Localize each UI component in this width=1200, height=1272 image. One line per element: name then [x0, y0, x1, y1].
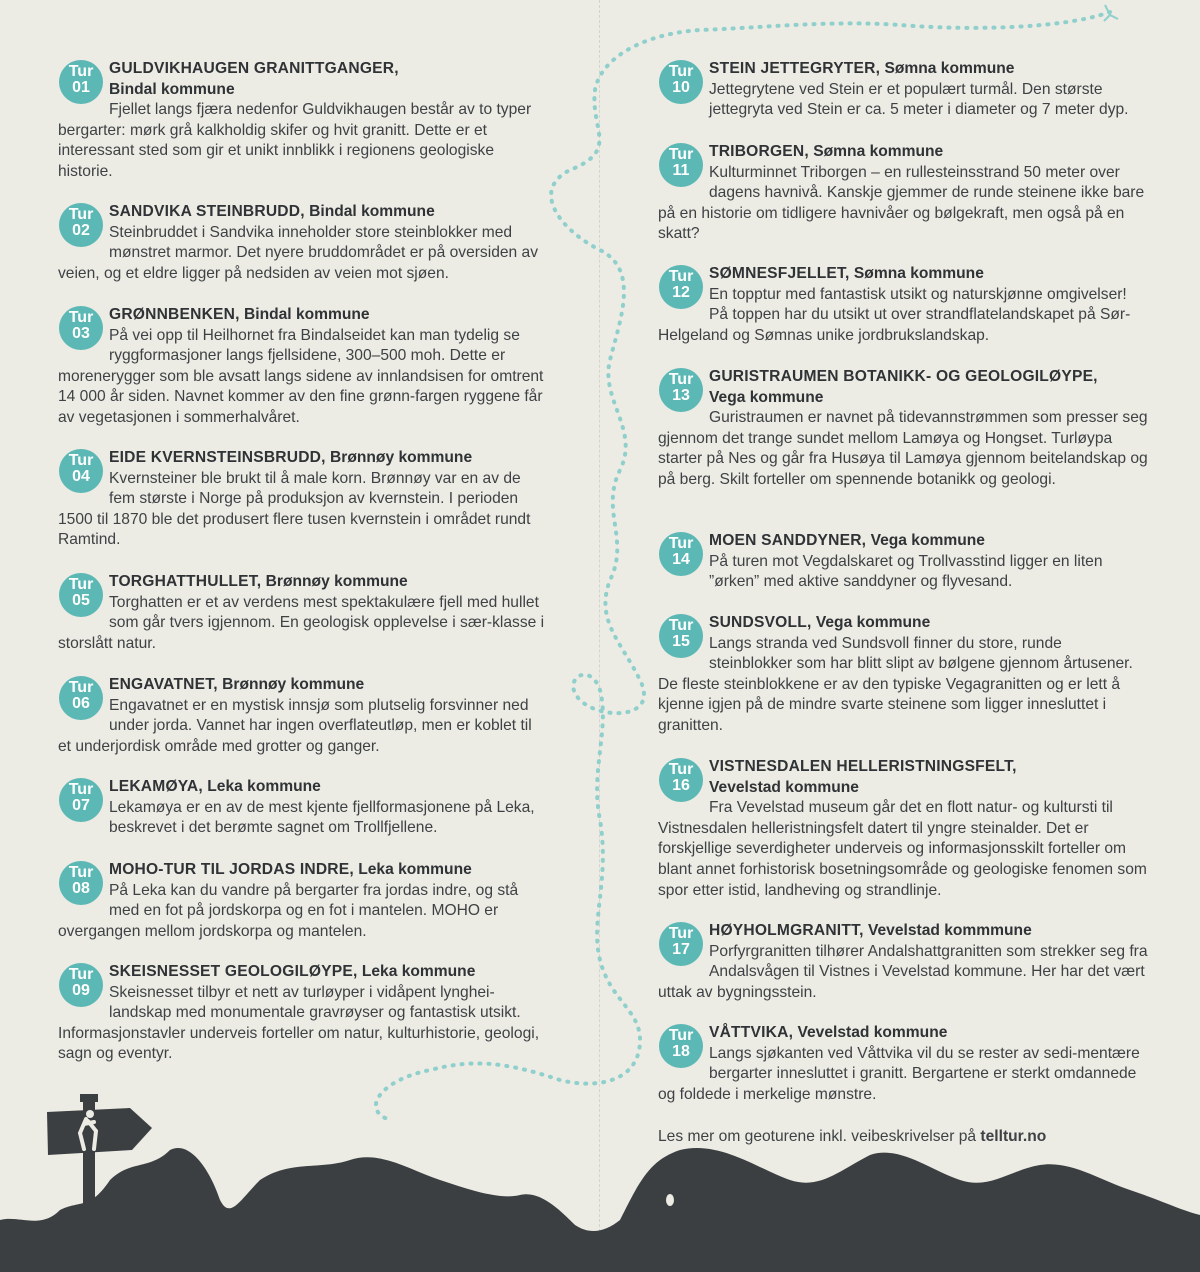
- tour-name: MOEN SANDDYNER,: [709, 532, 867, 549]
- tour-badge-number: 03: [72, 325, 90, 342]
- tour-name: EIDE KVERNSTEINSBRUDD,: [109, 449, 326, 466]
- tour-badge-prefix: Tur: [668, 535, 694, 552]
- tour-municipality: Bindal kommune: [309, 203, 435, 220]
- tour-badge-prefix: Tur: [68, 966, 94, 983]
- tour-title: [709, 143, 943, 160]
- tour-badge-number: 18: [672, 1043, 690, 1060]
- tour-badge: [659, 922, 703, 966]
- tour-badge-number: 08: [72, 880, 90, 897]
- tour-entry: [658, 264, 1148, 346]
- tour-name: MOHO-TUR TIL JORDAS INDRE,: [109, 861, 354, 878]
- tour-municipality: Vega kommune: [815, 614, 931, 631]
- tour-name: GURISTRAUMEN BOTANIKK- OG GEOLOGILØYPE,: [709, 368, 1098, 385]
- tour-description: Langs sjøkanten ved Våttvika vil du se rester av sedi-mentære bergarter innesluttet i granitt. Bergartene er sterkt omdannede og foldede i merkelige mønstre.: [658, 1044, 1140, 1103]
- tour-entry: [658, 59, 1148, 121]
- tour-badge-prefix: Tur: [68, 679, 94, 696]
- footer-text: Les mer om geoturene inkl. veibeskrivelser på: [658, 1128, 981, 1145]
- tour-title: [709, 532, 985, 549]
- tour-badge-prefix: Tur: [668, 63, 694, 80]
- tour-municipality: Vega kommune: [870, 532, 985, 549]
- tour-badge-number: 17: [672, 941, 690, 958]
- tour-title: [709, 758, 1017, 796]
- tour-description: Guristraumen er navnet på tidevannstrømmen som presser seg gjennom det trange sundet mellom Lamøya og Hongset. Turløypa starter på Nes og går fra Husøya til Lamøya gjennom beitelandskap og på berg. Skilt forteller om spennende botanikk og geologi.: [658, 409, 1148, 488]
- tour-badge-number: 02: [72, 222, 90, 239]
- tour-description: Kvernsteiner ble brukt til å male korn. Brønnøy var en av de fem største i Norge på produksjon av kvernstein. I perioden 1500 til 1870 ble det produsert flere tusen kvernstein i området rundt Ramtind.: [58, 469, 531, 549]
- tour-name: SKEISNESSET GEOLOGILØYPE,: [109, 963, 358, 980]
- tour-badge: [659, 368, 703, 412]
- tour-municipality: Vevelstad kommune: [709, 778, 859, 796]
- tour-badge-prefix: Tur: [68, 63, 94, 80]
- tour-entry: [658, 531, 1148, 593]
- tour-title: [709, 922, 1032, 939]
- tour-badge-number: 16: [672, 777, 690, 794]
- tour-municipality: Sømna kommune: [813, 143, 944, 160]
- tour-badge-number: 06: [72, 695, 90, 712]
- tour-description: På Leka kan du vandre på bergarter fra jordas indre, og stå med en fot på jordskorpa og en fot i mantelen. MOHO er overgangen mellom jordskorpa og mantelen.: [58, 881, 519, 940]
- tour-badge-prefix: Tur: [68, 781, 94, 798]
- tour-description: En topptur med fantastisk utsikt og naturskjønne omgivelser! På toppen har du utsikt ut over strandflatelandskapet på Sør-Helgeland og Sømnas unike jordbrukslandskap.: [658, 285, 1131, 344]
- tour-description: Fjellet langs fjæra nedenfor Guldvikhaugen består av to typer bergarter: mørk grå kalkholdig skifer og hvit granitt. Dette er et interessant sted som gir et unikt innblikk i regionens geologiske historie.: [58, 101, 532, 180]
- tour-badge-number: 05: [72, 592, 90, 609]
- tour-description: Jettegrytene ved Stein er et populært turmål. Den største jettegryta ved Stein er ca. 5 meter i diameter og 7 meter dyp.: [709, 80, 1129, 119]
- tour-description: På turen mot Vegdalskaret og Trollvasstind ligger en liten ”ørken” med aktive sanddyner og flyvesand.: [709, 552, 1103, 591]
- tour-badge-prefix: Tur: [68, 864, 94, 881]
- tour-name: SUNDSVOLL,: [709, 614, 812, 631]
- tour-badge-number: 15: [672, 633, 690, 650]
- tour-municipality: Leka kommune: [361, 963, 476, 980]
- tour-badge: [659, 143, 703, 187]
- tour-description: Porfyrgranitten tilhører Andalshattgranitten som strekker seg fra Andalsvågen til Vistnes i Vevelstad kommune. Her har det vært uttak av bygningsstein.: [658, 942, 1148, 1001]
- tour-municipality: Bindal kommune: [243, 306, 370, 323]
- tour-badge-prefix: Tur: [668, 371, 694, 388]
- tour-description: Langs stranda ved Sundsvoll finner du store, runde steinblokker som har blitt slipt av bølgene gjennom årtusener. De fleste steinblokkene er av den typiske Vegagranitten og er lett å kjenne igjen på de mindre svarte steinene som ligger innesluttet i granitten.: [658, 634, 1133, 734]
- tour-name: STEIN JETTEGRYTER,: [709, 60, 881, 77]
- tour-entry: [658, 367, 1148, 491]
- tour-name: ENGAVATNET,: [109, 676, 218, 693]
- tour-badge-prefix: Tur: [668, 146, 694, 163]
- mountain-silhouette-icon: [0, 1140, 1200, 1272]
- tour-badge: [659, 1024, 703, 1068]
- tour-entry: [658, 1023, 1148, 1105]
- tour-badge: [659, 758, 703, 802]
- tour-municipality: Brønnøy kommune: [222, 676, 365, 693]
- tour-entry: [658, 142, 1148, 245]
- tour-municipality: Leka kommune: [207, 778, 321, 795]
- tour-description: Engavatnet er en mystisk innsjø som plutselig forsvinner ned under jorda. Vannet har ingen overflateutløp, men er koblet til et underjordisk område med grotter og ganger.: [58, 696, 532, 755]
- tour-municipality: Leka kommune: [358, 861, 472, 878]
- tour-description: Torghatten er et av verdens mest spektakulære fjell med hullet som går tvers igjennom. En geologisk opplevelse i sær-klasse i storslått natur.: [58, 593, 545, 652]
- tour-title: [709, 1024, 947, 1041]
- tour-municipality: Vevelstad kommune: [797, 1024, 948, 1041]
- tour-badge-prefix: Tur: [68, 452, 94, 469]
- tour-badge: [659, 265, 703, 309]
- tour-municipality: Brønnøy kommune: [265, 573, 408, 590]
- tour-name: GRØNNBENKEN,: [109, 306, 240, 323]
- tour-name: HØYHOLMGRANITT,: [709, 922, 864, 939]
- tour-description: Lekamøya er en av de mest kjente fjellformasjonene på Leka, beskrevet i det berømte sagnet om Trollfjellene.: [109, 798, 535, 837]
- tour-entry: [658, 757, 1148, 901]
- tour-description: Steinbruddet i Sandvika inneholder store steinblokker med mønstret marmor. Det nyere bruddområdet er på oversiden av veien, og et eldre ligger på nedsiden av veien mot sjøen.: [58, 223, 539, 282]
- tour-description: På vei opp til Heilhornet fra Bindalseidet kan man tydelig se ryggformasjoner langs fjellsidene, 300–500 moh. Dette er morenerygger som ble avsatt langs sidene av innlandsisen for omtrent 14 000 år siden. Navnet kommer av den fine grønn-fargen ryggene får av vegetasjonen i sommerhalvåret.: [58, 326, 544, 426]
- tour-municipality: Vevelstad kommmune: [867, 922, 1032, 939]
- tour-description: Skeisnesset tilbyr et nett av turløyper i vidåpent lynghei-landskap med monumentale gravrøyser og fantastisk utsikt. Informasjonstavler underveis forteller om natur, kulturhistorie, geologi, sagn og eventyr.: [58, 983, 540, 1063]
- tour-name: GULDVIKHAUGEN GRANITTGANGER,: [109, 60, 399, 77]
- tour-description: Kulturminnet Triborgen – en rullesteinsstrand 50 meter over dagens havnivå. Kanskje gjemmer de runde steinene ikke bare på en historie om tidligere havnivåer og bølgekraft, men også på en skatt?: [658, 163, 1145, 243]
- tour-badge: [659, 532, 703, 576]
- tour-name: VISTNESDALEN HELLERISTNINGSFELT,: [709, 758, 1017, 775]
- tour-badge-number: 12: [672, 284, 690, 301]
- tour-municipality: Vega kommune: [709, 388, 824, 406]
- tour-entry: [658, 921, 1148, 1003]
- tour-badge-number: 07: [72, 797, 90, 814]
- tour-name: SANDVIKA STEINBRUDD,: [109, 203, 305, 220]
- tour-badge-number: 09: [72, 982, 90, 999]
- tour-title: [709, 368, 1098, 406]
- tour-badge-number: 10: [672, 79, 690, 96]
- tour-badge-number: 13: [672, 387, 690, 404]
- tour-badge-prefix: Tur: [68, 206, 94, 223]
- tour-badge-prefix: Tur: [68, 576, 94, 593]
- footer-link[interactable]: telltur.no: [980, 1128, 1047, 1145]
- tour-name: SØMNESFJELLET,: [709, 265, 850, 282]
- tour-name: LEKAMØYA,: [109, 778, 203, 795]
- tour-badge-prefix: Tur: [668, 1027, 694, 1044]
- hiker-signpost-icon: [0, 0, 200, 1272]
- tour-badge-prefix: Tur: [668, 268, 694, 285]
- tour-badge: [659, 60, 703, 104]
- tour-name: VÅTTVIKA,: [709, 1024, 794, 1041]
- tour-title: [709, 614, 930, 631]
- tour-municipality: Bindal kommune: [109, 80, 235, 98]
- tour-badge-prefix: Tur: [68, 309, 94, 326]
- tour-entry: [658, 613, 1148, 737]
- tour-municipality: Sømna kommune: [853, 265, 984, 282]
- tour-badge-number: 04: [72, 468, 90, 485]
- tour-title: [709, 265, 984, 282]
- tour-title: [709, 60, 1014, 77]
- tour-badge-number: 01: [72, 79, 90, 96]
- tour-name: TRIBORGEN,: [709, 143, 809, 160]
- tour-badge-prefix: Tur: [668, 925, 694, 942]
- tour-description: Fra Vevelstad museum går det en flott natur- og kultursti til Vistnesdalen helleristningsfelt datert til yngre steinalder. Det er forskjellige severdigheter underveis og informasjonsskilt forteller om blant annet forhistorisk bosetningsområde og geologiske fenomen som spor etter istid, landheving og strandlinje.: [658, 799, 1147, 899]
- tour-badge-number: 11: [672, 162, 690, 179]
- tour-badge-prefix: Tur: [668, 761, 694, 778]
- tour-municipality: Brønnøy kommune: [330, 449, 473, 466]
- tour-name: TORGHATTHULLET,: [109, 573, 262, 590]
- tour-badge-number: 14: [672, 551, 690, 568]
- tour-municipality: Sømna kommune: [884, 60, 1015, 77]
- tour-badge: [659, 614, 703, 658]
- tour-badge-prefix: Tur: [668, 617, 694, 634]
